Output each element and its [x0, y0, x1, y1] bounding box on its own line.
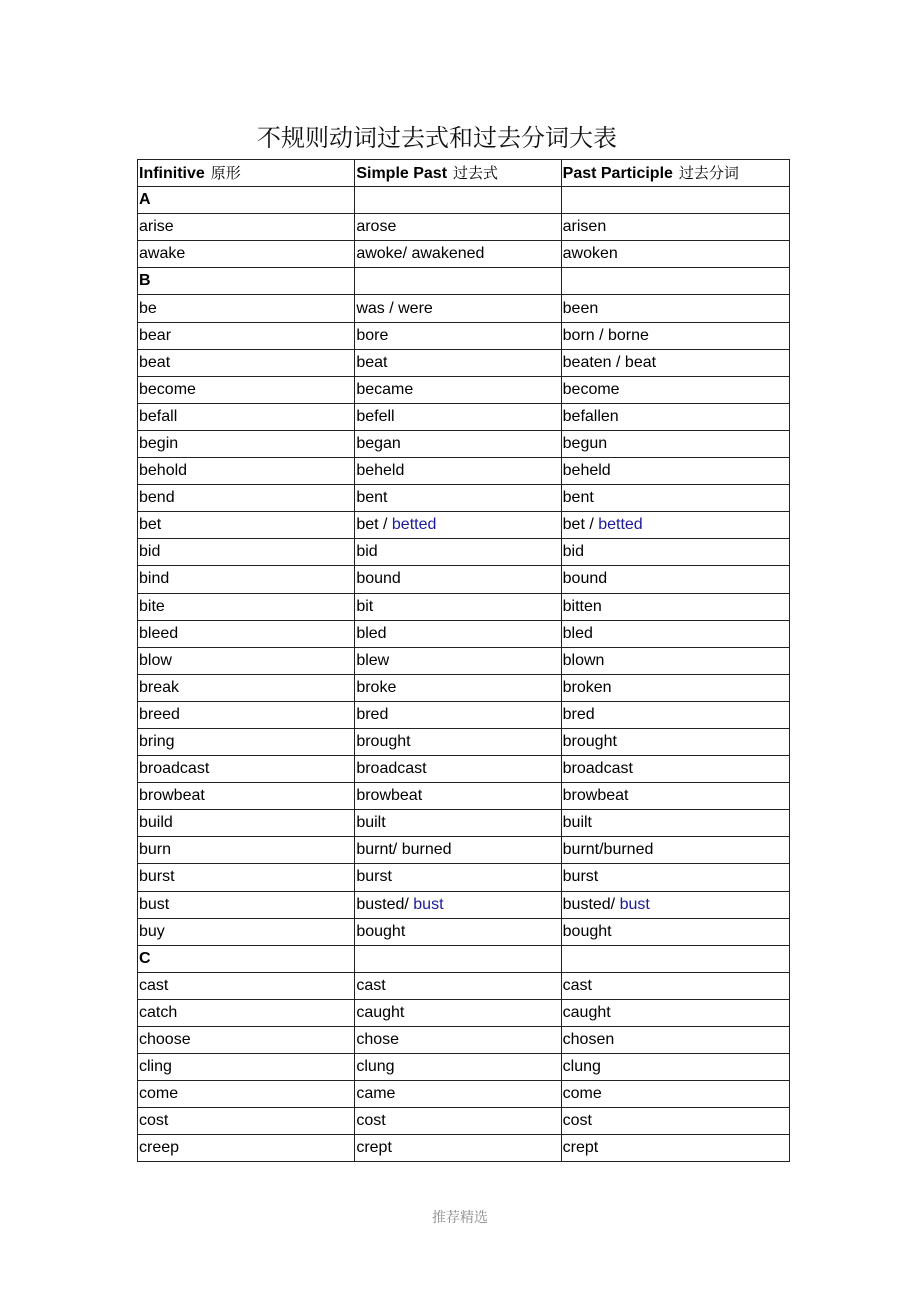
- verb-form: awake: [139, 245, 186, 263]
- verb-form: bust: [139, 895, 170, 913]
- table-row: [138, 485, 790, 512]
- verb-form: began: [356, 434, 401, 452]
- past-participle-cell: [561, 512, 789, 539]
- table-row: [138, 1054, 790, 1081]
- verb-form: bring: [139, 733, 175, 751]
- simple-past-cell: [355, 728, 561, 755]
- infinitive-cell: [138, 864, 355, 891]
- infinitive-cell: [138, 728, 355, 755]
- verb-form: was / were: [356, 299, 433, 317]
- infinitive-cell: [138, 701, 355, 728]
- empty-cell: [355, 187, 561, 214]
- table-row: [138, 918, 790, 945]
- past-participle-cell: [561, 349, 789, 376]
- verb-form: cost: [356, 1112, 386, 1130]
- table-header-row: [138, 160, 790, 187]
- verb-form: arise: [139, 218, 174, 236]
- simple-past-cell: [355, 620, 561, 647]
- verb-form: burnt/ burned: [356, 841, 452, 859]
- letter-section-row: [138, 268, 790, 295]
- verb-form: beaten / beat: [562, 353, 657, 371]
- infinitive-cell: [138, 485, 355, 512]
- verb-form: clung: [562, 1058, 601, 1076]
- verb-form: blow: [139, 651, 172, 669]
- table-row: [138, 810, 790, 837]
- table-row: [138, 1081, 790, 1108]
- verb-form: crept: [562, 1139, 599, 1157]
- page-footer: 推荐精选: [432, 1210, 488, 1226]
- header-simple-past: [355, 160, 561, 187]
- simple-past-cell: [355, 864, 561, 891]
- simple-past-cell: [355, 891, 561, 918]
- simple-past-cell: [355, 837, 561, 864]
- infinitive-cell: [138, 1135, 355, 1162]
- variant-form: betted: [598, 516, 643, 534]
- verb-form: bore: [356, 326, 389, 344]
- past-participle-cell: [561, 1135, 789, 1162]
- verb-form: cast: [139, 976, 169, 994]
- table-row: [138, 864, 790, 891]
- header-zh: 过去式: [453, 163, 499, 182]
- verb-form: brought: [356, 733, 411, 751]
- infinitive-cell: [138, 403, 355, 430]
- verb-form: broadcast: [356, 760, 427, 778]
- verb-form: caught: [562, 1003, 611, 1021]
- past-participle-cell: [561, 1081, 789, 1108]
- past-participle-cell: [561, 1108, 789, 1135]
- simple-past-cell: [355, 1135, 561, 1162]
- verb-form: built: [562, 814, 592, 832]
- past-participle-cell: [561, 1027, 789, 1054]
- table-row: [138, 376, 790, 403]
- infinitive-cell: [138, 566, 355, 593]
- table-row: [138, 701, 790, 728]
- past-participle-cell: [561, 593, 789, 620]
- infinitive-cell: [138, 647, 355, 674]
- simple-past-cell: [355, 701, 561, 728]
- verb-form: blown: [562, 651, 605, 669]
- infinitive-cell: [138, 1108, 355, 1135]
- verb-form: beheld: [356, 462, 405, 480]
- verb-form: arose: [356, 218, 397, 236]
- infinitive-cell: [138, 322, 355, 349]
- verb-form: burn: [139, 841, 172, 859]
- verb-form: bit: [356, 597, 374, 615]
- table-row: [138, 891, 790, 918]
- simple-past-cell: [355, 539, 561, 566]
- header-zh: 过去分词: [678, 163, 739, 182]
- past-participle-cell: [561, 485, 789, 512]
- verb-form: broken: [562, 678, 612, 696]
- simple-past-cell: [355, 1054, 561, 1081]
- simple-past-cell: [355, 999, 561, 1026]
- simple-past-cell: [355, 1108, 561, 1135]
- infinitive-cell: [138, 430, 355, 457]
- verb-form: bent: [562, 489, 594, 507]
- simple-past-cell: [355, 1081, 561, 1108]
- verb-form: burnt/burned: [562, 841, 654, 859]
- verb-form: awoke/ awakened: [356, 245, 485, 263]
- section-letter: A: [138, 187, 355, 214]
- table-row: [138, 593, 790, 620]
- verb-form: build: [139, 814, 173, 832]
- verb-form: bind: [139, 570, 170, 588]
- verb-form: bid: [562, 543, 584, 561]
- header-en: Past Participle: [562, 164, 673, 182]
- verb-form: bet: [139, 516, 162, 534]
- infinitive-cell: [138, 1027, 355, 1054]
- table-row: [138, 756, 790, 783]
- table-row: [138, 837, 790, 864]
- verb-form: beheld: [562, 462, 611, 480]
- verb-form: become: [139, 380, 196, 398]
- table-row: [138, 728, 790, 755]
- infinitive-cell: [138, 593, 355, 620]
- table-row: [138, 972, 790, 999]
- verb-form: come: [562, 1085, 602, 1103]
- simple-past-cell: [355, 810, 561, 837]
- table-row: [138, 783, 790, 810]
- infinitive-cell: [138, 891, 355, 918]
- infinitive-cell: [138, 241, 355, 268]
- past-participle-cell: [561, 214, 789, 241]
- verb-form: bear: [139, 326, 172, 344]
- verb-form: bet /: [562, 516, 599, 534]
- past-participle-cell: [561, 620, 789, 647]
- empty-cell: [561, 945, 789, 972]
- verb-form: bet /: [356, 516, 392, 534]
- verb-form: browbeat: [356, 787, 423, 805]
- infinitive-cell: [138, 756, 355, 783]
- verb-form: bleed: [139, 624, 179, 642]
- verb-form: chose: [356, 1031, 400, 1049]
- header-past-participle: [561, 160, 789, 187]
- infinitive-cell: [138, 837, 355, 864]
- verb-form: arisen: [562, 218, 607, 236]
- table-row: [138, 566, 790, 593]
- infinitive-cell: [138, 918, 355, 945]
- verb-form: cost: [562, 1112, 592, 1130]
- simple-past-cell: [355, 783, 561, 810]
- verb-form: become: [562, 380, 620, 398]
- verb-form: caught: [356, 1003, 405, 1021]
- infinitive-cell: [138, 620, 355, 647]
- verb-form: bitten: [562, 597, 602, 615]
- verb-form: bled: [562, 624, 593, 642]
- past-participle-cell: [561, 1054, 789, 1081]
- table-row: [138, 1027, 790, 1054]
- verb-form: creep: [139, 1139, 180, 1157]
- table-row: [138, 349, 790, 376]
- verb-form: awoken: [562, 245, 618, 263]
- verb-form: cling: [139, 1058, 172, 1076]
- verb-form: befell: [356, 407, 395, 425]
- section-letter: C: [138, 945, 355, 972]
- simple-past-cell: [355, 918, 561, 945]
- verb-form: built: [356, 814, 386, 832]
- verb-form: catch: [139, 1003, 178, 1021]
- past-participle-cell: [561, 403, 789, 430]
- past-participle-cell: [561, 674, 789, 701]
- verb-form: bought: [562, 922, 612, 940]
- infinitive-cell: [138, 1081, 355, 1108]
- empty-cell: [355, 268, 561, 295]
- past-participle-cell: [561, 539, 789, 566]
- table-row: [138, 620, 790, 647]
- letter-section-row: [138, 945, 790, 972]
- simple-past-cell: [355, 512, 561, 539]
- simple-past-cell: [355, 322, 561, 349]
- verb-form: begun: [562, 434, 608, 452]
- simple-past-cell: [355, 593, 561, 620]
- header-infinitive: [138, 160, 355, 187]
- simple-past-cell: [355, 403, 561, 430]
- past-participle-cell: [561, 837, 789, 864]
- verb-form: broke: [356, 678, 397, 696]
- table-row: [138, 458, 790, 485]
- table-row: [138, 322, 790, 349]
- past-participle-cell: [561, 999, 789, 1026]
- verb-form: befallen: [562, 407, 619, 425]
- past-participle-cell: [561, 701, 789, 728]
- verb-form: browbeat: [562, 787, 629, 805]
- verb-form: bred: [356, 705, 389, 723]
- infinitive-cell: [138, 214, 355, 241]
- letter-section-row: [138, 187, 790, 214]
- verb-form: bound: [562, 570, 608, 588]
- past-participle-cell: [561, 891, 789, 918]
- simple-past-cell: [355, 756, 561, 783]
- infinitive-cell: [138, 512, 355, 539]
- simple-past-cell: [355, 376, 561, 403]
- infinitive-cell: [138, 972, 355, 999]
- section-letter: B: [138, 268, 355, 295]
- header-en: Simple Past: [356, 164, 448, 182]
- verb-form: cast: [356, 976, 386, 994]
- verb-form: bought: [356, 922, 406, 940]
- verb-form: bred: [562, 705, 595, 723]
- verb-form: cast: [562, 976, 592, 994]
- infinitive-cell: [138, 376, 355, 403]
- verb-form: clung: [356, 1058, 395, 1076]
- verb-form: been: [562, 299, 599, 317]
- infinitive-cell: [138, 458, 355, 485]
- simple-past-cell: [355, 430, 561, 457]
- infinitive-cell: [138, 674, 355, 701]
- verb-form: bid: [356, 543, 378, 561]
- simple-past-cell: [355, 295, 561, 322]
- infinitive-cell: [138, 1054, 355, 1081]
- verb-form: come: [139, 1085, 179, 1103]
- verb-form: breed: [139, 705, 180, 723]
- simple-past-cell: [355, 674, 561, 701]
- simple-past-cell: [355, 566, 561, 593]
- variant-form: bust: [619, 895, 650, 913]
- empty-cell: [561, 268, 789, 295]
- simple-past-cell: [355, 647, 561, 674]
- variant-form: betted: [391, 516, 437, 534]
- verb-form: blew: [356, 651, 390, 669]
- past-participle-cell: [561, 810, 789, 837]
- simple-past-cell: [355, 1027, 561, 1054]
- verb-form: buy: [139, 922, 165, 940]
- header-zh: 原形: [210, 163, 241, 182]
- verb-form: cost: [139, 1112, 169, 1130]
- past-participle-cell: [561, 783, 789, 810]
- empty-cell: [355, 945, 561, 972]
- verb-form: busted/: [562, 895, 620, 913]
- simple-past-cell: [355, 214, 561, 241]
- verb-form: break: [139, 678, 180, 696]
- verb-form: came: [356, 1085, 396, 1103]
- past-participle-cell: [561, 430, 789, 457]
- infinitive-cell: [138, 810, 355, 837]
- table-row: [138, 512, 790, 539]
- infinitive-cell: [138, 999, 355, 1026]
- past-participle-cell: [561, 918, 789, 945]
- simple-past-cell: [355, 349, 561, 376]
- infinitive-cell: [138, 295, 355, 322]
- past-participle-cell: [561, 241, 789, 268]
- past-participle-cell: [561, 972, 789, 999]
- verb-form: bend: [139, 489, 175, 507]
- verb-form: befall: [139, 407, 178, 425]
- verb-form: brought: [562, 733, 617, 751]
- past-participle-cell: [561, 864, 789, 891]
- table-row: [138, 430, 790, 457]
- verb-form: choose: [139, 1031, 191, 1049]
- past-participle-cell: [561, 566, 789, 593]
- table-row: [138, 674, 790, 701]
- verb-form: bite: [139, 597, 165, 615]
- table-row: [138, 241, 790, 268]
- verb-form: became: [356, 380, 414, 398]
- infinitive-cell: [138, 783, 355, 810]
- verb-form: broadcast: [139, 760, 210, 778]
- table-row: [138, 647, 790, 674]
- past-participle-cell: [561, 756, 789, 783]
- past-participle-cell: [561, 295, 789, 322]
- verb-form: busted/: [356, 895, 414, 913]
- table-row: [138, 539, 790, 566]
- verb-form: bound: [356, 570, 401, 588]
- verb-form: born / borne: [562, 326, 649, 344]
- simple-past-cell: [355, 972, 561, 999]
- infinitive-cell: [138, 539, 355, 566]
- past-participle-cell: [561, 322, 789, 349]
- past-participle-cell: [561, 728, 789, 755]
- verb-form: burst: [562, 868, 599, 886]
- verb-form: burst: [356, 868, 392, 886]
- verb-form: beat: [139, 353, 171, 371]
- verb-form: begin: [139, 434, 179, 452]
- document-title: 不规则动词过去式和过去分词大表: [257, 124, 617, 152]
- empty-cell: [561, 187, 789, 214]
- verb-form: bent: [356, 489, 388, 507]
- verb-form: chosen: [562, 1031, 615, 1049]
- past-participle-cell: [561, 458, 789, 485]
- simple-past-cell: [355, 241, 561, 268]
- table-row: [138, 999, 790, 1026]
- simple-past-cell: [355, 485, 561, 512]
- verb-form: broadcast: [562, 760, 633, 778]
- past-participle-cell: [561, 376, 789, 403]
- verb-form: bid: [139, 543, 161, 561]
- verb-form: behold: [139, 462, 188, 480]
- table-row: [138, 214, 790, 241]
- simple-past-cell: [355, 458, 561, 485]
- infinitive-cell: [138, 349, 355, 376]
- past-participle-cell: [561, 647, 789, 674]
- verb-form: crept: [356, 1139, 392, 1157]
- verb-form: be: [139, 299, 157, 317]
- header-en: Infinitive: [139, 164, 205, 182]
- verb-table: [137, 159, 790, 1162]
- table-row: [138, 403, 790, 430]
- table-row: [138, 1108, 790, 1135]
- table-row: [138, 1135, 790, 1162]
- verb-form: browbeat: [139, 787, 205, 805]
- verb-form: bled: [356, 624, 387, 642]
- verb-form: beat: [356, 353, 388, 371]
- verb-form: burst: [139, 868, 175, 886]
- variant-form: bust: [413, 895, 444, 913]
- table-row: [138, 295, 790, 322]
